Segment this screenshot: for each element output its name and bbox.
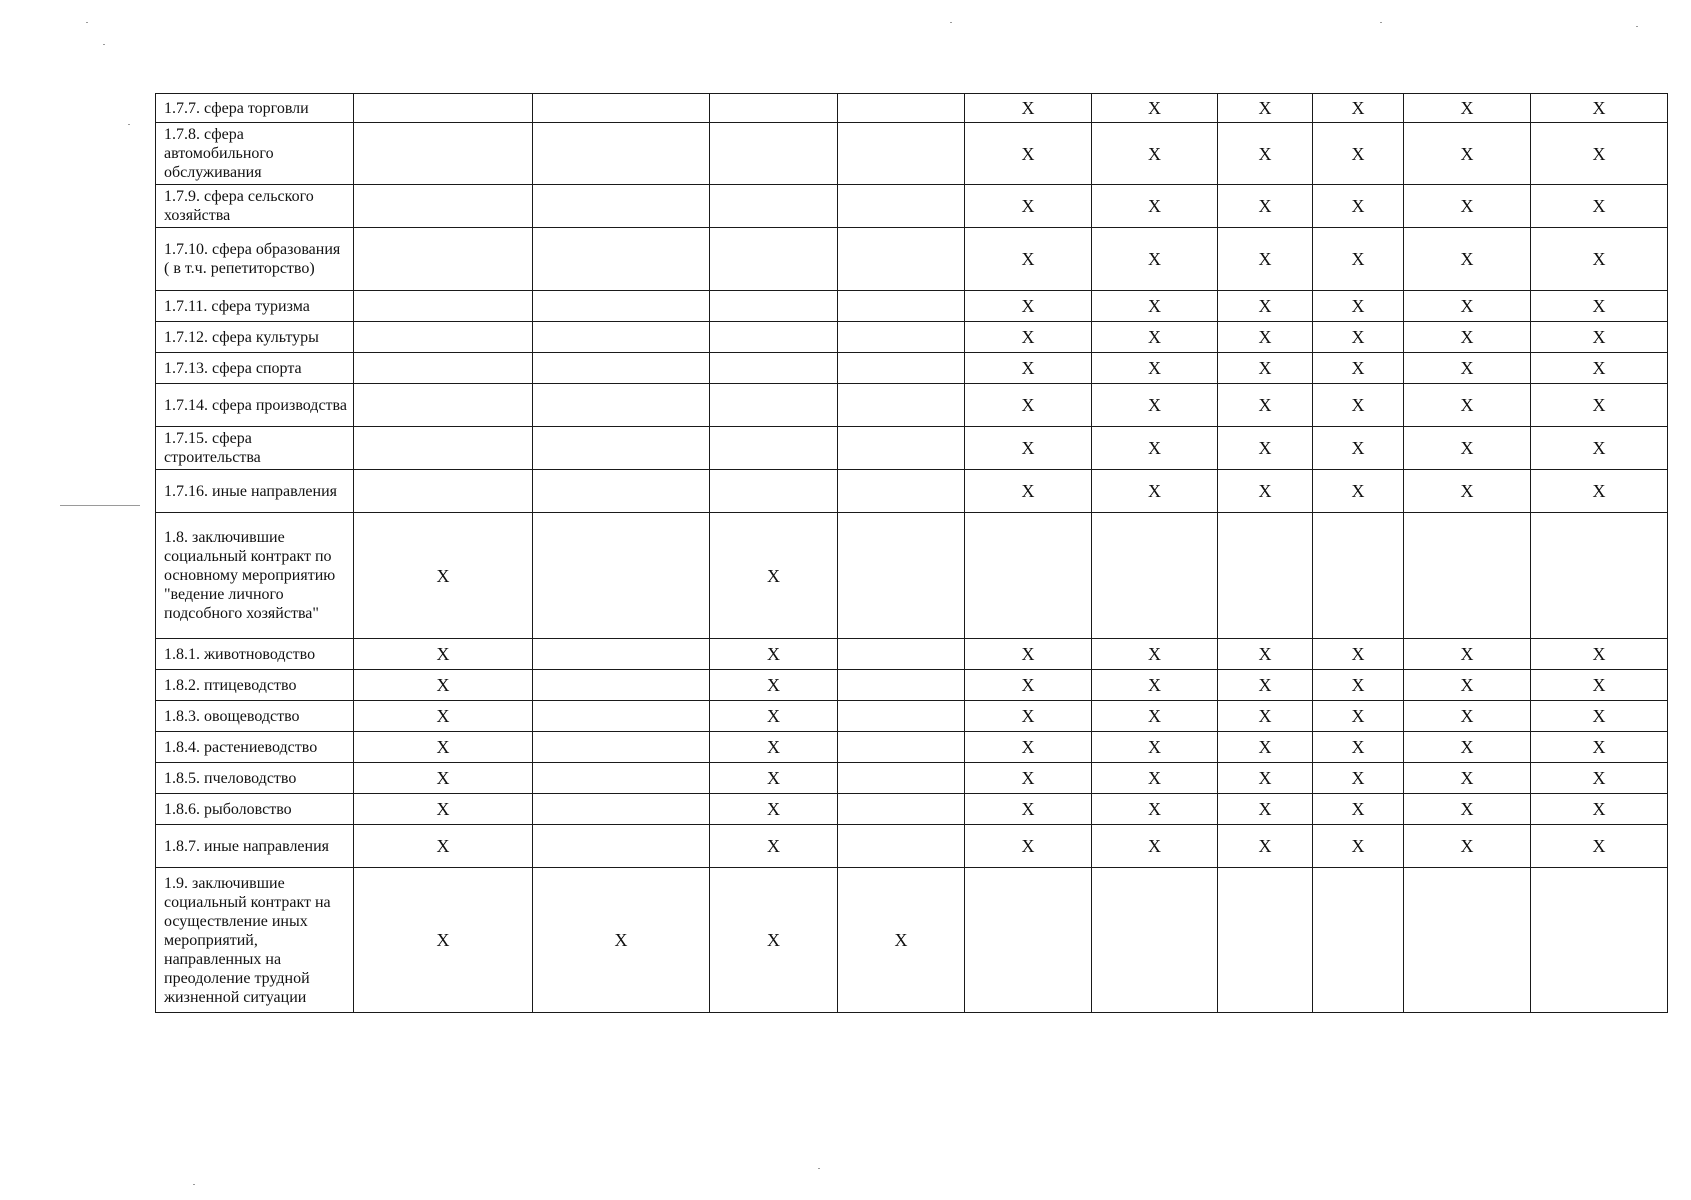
row-label: 1.8.4. растениеводство [156, 732, 354, 763]
scan-speck [193, 1184, 195, 1185]
table-cell: X [1092, 291, 1218, 322]
table-cell: X [1404, 291, 1531, 322]
table-cell: X [838, 868, 965, 1013]
scan-speck [103, 44, 105, 45]
table-cell: X [1531, 291, 1668, 322]
table-cell [838, 291, 965, 322]
scan-speck [1380, 22, 1382, 23]
table-row [156, 353, 1668, 384]
table-cell [838, 794, 965, 825]
table-cell: X [965, 825, 1092, 868]
table-cell: X [1092, 732, 1218, 763]
table-cell: X [354, 794, 533, 825]
table-cell: X [1218, 427, 1313, 470]
row-label: 1.7.12. сфера культуры [156, 322, 354, 353]
table-cell: X [1092, 825, 1218, 868]
table-cell: X [1531, 732, 1668, 763]
table-cell: X [1313, 353, 1404, 384]
table-cell: X [965, 701, 1092, 732]
table-cell [533, 513, 710, 639]
table-row [156, 825, 1668, 868]
table-cell: X [1218, 384, 1313, 427]
table-cell [710, 94, 838, 123]
table-cell: X [1531, 470, 1668, 513]
table-cell: X [1404, 94, 1531, 123]
table-cell: X [1092, 427, 1218, 470]
table-cell [533, 291, 710, 322]
table-cell [1313, 868, 1404, 1013]
table-cell: X [1092, 94, 1218, 123]
table-cell [710, 427, 838, 470]
table-cell [533, 185, 710, 228]
table-cell: X [1404, 639, 1531, 670]
table-cell [1218, 868, 1313, 1013]
row-label: 1.9. заключившие социальный контракт на осуществление иных мероприятий, направленных на преодоление трудной жизненной ситуации [156, 868, 354, 1013]
table-row [156, 868, 1668, 1013]
table-cell: X [533, 868, 710, 1013]
table-cell: X [1218, 470, 1313, 513]
table-cell: X [354, 732, 533, 763]
table-cell [838, 470, 965, 513]
table-cell: X [1218, 353, 1313, 384]
table-cell: X [1531, 322, 1668, 353]
table-row [156, 794, 1668, 825]
table-cell: X [1313, 228, 1404, 291]
row-label: 1.7.16. иные направления [156, 470, 354, 513]
scan-speck [1636, 26, 1638, 27]
table-cell: X [1313, 470, 1404, 513]
table-cell: X [1404, 123, 1531, 185]
table-cell [354, 291, 533, 322]
table-cell [838, 639, 965, 670]
table-cell: X [710, 794, 838, 825]
row-label: 1.8.5. пчеловодство [156, 763, 354, 794]
table-cell: X [965, 384, 1092, 427]
table-cell: X [1092, 353, 1218, 384]
table-cell: X [1404, 701, 1531, 732]
table-cell [354, 427, 533, 470]
table-cell: X [1313, 670, 1404, 701]
table-cell [838, 763, 965, 794]
table-cell: X [965, 470, 1092, 513]
row-label: 1.7.9. сфера сельского хозяйства [156, 185, 354, 228]
table-cell: X [1218, 322, 1313, 353]
table-cell: X [1313, 639, 1404, 670]
table-cell [354, 353, 533, 384]
table-cell [838, 228, 965, 291]
row-label: 1.8.1. животноводство [156, 639, 354, 670]
table-cell: X [1404, 353, 1531, 384]
table-cell [533, 427, 710, 470]
table-cell [533, 825, 710, 868]
indicator-table [155, 93, 1668, 1013]
table-cell: X [1531, 185, 1668, 228]
table-cell: X [965, 123, 1092, 185]
table-cell [1404, 513, 1531, 639]
table-cell: X [1531, 427, 1668, 470]
table-cell: X [1218, 94, 1313, 123]
table-cell [965, 513, 1092, 639]
table-cell: X [1313, 291, 1404, 322]
table-cell: X [1313, 185, 1404, 228]
row-label: 1.8.6. рыболовство [156, 794, 354, 825]
table-row [156, 322, 1668, 353]
table-cell [354, 228, 533, 291]
table-cell: X [354, 763, 533, 794]
table-cell: X [1531, 353, 1668, 384]
table-cell: X [965, 427, 1092, 470]
table-cell: X [1092, 670, 1218, 701]
table-cell [533, 228, 710, 291]
table-cell: X [1218, 670, 1313, 701]
scan-speck [86, 22, 88, 23]
table-cell [533, 384, 710, 427]
table-row [156, 732, 1668, 763]
table-cell [838, 670, 965, 701]
table-cell [1092, 868, 1218, 1013]
table-cell: X [1404, 185, 1531, 228]
table-cell: X [710, 732, 838, 763]
table-cell: X [1218, 732, 1313, 763]
table-cell [838, 701, 965, 732]
table-cell: X [1218, 123, 1313, 185]
table-cell: X [1092, 322, 1218, 353]
table-cell [1218, 513, 1313, 639]
table-cell: X [1092, 701, 1218, 732]
table-cell: X [1092, 470, 1218, 513]
row-label: 1.8.7. иные направления [156, 825, 354, 868]
table-cell [838, 353, 965, 384]
table-row [156, 291, 1668, 322]
table-cell: X [1092, 639, 1218, 670]
table-cell: X [1404, 384, 1531, 427]
table-cell: X [965, 794, 1092, 825]
table-cell [533, 470, 710, 513]
table-cell: X [354, 639, 533, 670]
table-row [156, 384, 1668, 427]
table-cell [533, 701, 710, 732]
table-cell [533, 763, 710, 794]
table-cell [838, 322, 965, 353]
row-label: 1.7.13. сфера спорта [156, 353, 354, 384]
table-cell: X [965, 353, 1092, 384]
table-cell: X [965, 322, 1092, 353]
table-cell: X [965, 639, 1092, 670]
table-cell [710, 228, 838, 291]
table-cell: X [1404, 470, 1531, 513]
table-cell: X [1218, 291, 1313, 322]
table-cell: X [1404, 228, 1531, 291]
table-cell: X [1531, 384, 1668, 427]
table-cell: X [1313, 732, 1404, 763]
table-cell [354, 94, 533, 123]
table-cell: X [1404, 427, 1531, 470]
row-label: 1.8.3. овощеводство [156, 701, 354, 732]
table-cell: X [1404, 763, 1531, 794]
table-cell [838, 427, 965, 470]
table-cell: X [1218, 639, 1313, 670]
table-cell [354, 322, 533, 353]
table-cell [710, 185, 838, 228]
table-cell: X [710, 868, 838, 1013]
table-cell [354, 384, 533, 427]
table-cell: X [1404, 322, 1531, 353]
scan-speck [60, 505, 140, 506]
table-cell [838, 732, 965, 763]
table-row [156, 513, 1668, 639]
table-cell: X [1404, 794, 1531, 825]
table-cell [838, 94, 965, 123]
table-row [156, 228, 1668, 291]
table-cell [838, 384, 965, 427]
table-cell [838, 123, 965, 185]
table-cell: X [1313, 825, 1404, 868]
table-cell [354, 185, 533, 228]
table-cell [710, 322, 838, 353]
table-cell [710, 353, 838, 384]
table-row [156, 427, 1668, 470]
table-cell: X [710, 825, 838, 868]
table-cell: X [710, 513, 838, 639]
table-cell: X [1531, 639, 1668, 670]
table-cell: X [1218, 825, 1313, 868]
table-cell [838, 185, 965, 228]
table-cell: X [1531, 94, 1668, 123]
table-cell: X [1092, 384, 1218, 427]
table-cell [838, 825, 965, 868]
table-cell [710, 123, 838, 185]
table-cell: X [354, 513, 533, 639]
row-label: 1.7.8. сфера автомобильного обслуживания [156, 123, 354, 185]
table-cell: X [1531, 701, 1668, 732]
table-cell: X [1218, 763, 1313, 794]
table-cell: X [710, 639, 838, 670]
table-cell: X [965, 732, 1092, 763]
table-cell: X [965, 94, 1092, 123]
row-label: 1.7.7. сфера торговли [156, 94, 354, 123]
table-cell: X [1531, 763, 1668, 794]
table-cell: X [1218, 185, 1313, 228]
table-cell: X [354, 868, 533, 1013]
table-cell [1531, 513, 1668, 639]
row-label: 1.7.15. сфера строительства [156, 427, 354, 470]
table-cell: X [1404, 825, 1531, 868]
table-cell: X [354, 825, 533, 868]
table-cell: X [710, 701, 838, 732]
table-row [156, 670, 1668, 701]
scan-speck [950, 22, 952, 23]
row-label: 1.7.11. сфера туризма [156, 291, 354, 322]
row-label: 1.8. заключившие социальный контракт по основному мероприятию "ведение личного подсобного хозяйства" [156, 513, 354, 639]
table-cell: X [965, 228, 1092, 291]
table-cell [533, 322, 710, 353]
table-cell: X [1531, 825, 1668, 868]
table-row [156, 123, 1668, 185]
table-cell: X [1092, 763, 1218, 794]
table-cell [1092, 513, 1218, 639]
table-row [156, 639, 1668, 670]
table-cell [354, 470, 533, 513]
table-cell [1313, 513, 1404, 639]
table-cell: X [1404, 670, 1531, 701]
table-body [156, 94, 1668, 1013]
table-cell: X [1313, 94, 1404, 123]
table-cell: X [965, 763, 1092, 794]
table-cell [1531, 868, 1668, 1013]
table-cell: X [1531, 670, 1668, 701]
table-cell [533, 94, 710, 123]
table-cell: X [1531, 228, 1668, 291]
table-row [156, 763, 1668, 794]
table-cell: X [1092, 228, 1218, 291]
scan-speck [128, 124, 130, 125]
table-cell [1404, 868, 1531, 1013]
table-cell: X [710, 763, 838, 794]
table-cell: X [1404, 732, 1531, 763]
table-row [156, 701, 1668, 732]
table-cell: X [1092, 185, 1218, 228]
table-cell: X [1531, 123, 1668, 185]
table-cell [533, 123, 710, 185]
table-cell [533, 794, 710, 825]
table-cell: X [965, 291, 1092, 322]
table-cell: X [1313, 763, 1404, 794]
table-cell [533, 670, 710, 701]
row-label: 1.8.2. птицеводство [156, 670, 354, 701]
table-cell: X [354, 701, 533, 732]
table-cell [710, 470, 838, 513]
table-cell: X [1313, 384, 1404, 427]
table-cell: X [1092, 794, 1218, 825]
table-cell: X [1313, 701, 1404, 732]
table-cell: X [1313, 794, 1404, 825]
table-cell: X [965, 185, 1092, 228]
table-cell [965, 868, 1092, 1013]
table-cell: X [1531, 794, 1668, 825]
table-cell: X [1092, 123, 1218, 185]
table-cell [710, 291, 838, 322]
table-cell: X [1313, 123, 1404, 185]
table-cell: X [1218, 228, 1313, 291]
table-cell: X [1218, 701, 1313, 732]
table-cell [533, 732, 710, 763]
table-cell [533, 639, 710, 670]
table-cell: X [354, 670, 533, 701]
table-cell [533, 353, 710, 384]
table-cell: X [1313, 427, 1404, 470]
table-cell [354, 123, 533, 185]
table-cell: X [1313, 322, 1404, 353]
table-cell: X [965, 670, 1092, 701]
row-label: 1.7.14. сфера производства [156, 384, 354, 427]
table-cell [838, 513, 965, 639]
table-row [156, 470, 1668, 513]
table-cell: X [710, 670, 838, 701]
table-row [156, 94, 1668, 123]
table-row [156, 185, 1668, 228]
table-cell: X [1218, 794, 1313, 825]
table-cell [710, 384, 838, 427]
scan-speck [818, 1168, 820, 1169]
row-label: 1.7.10. сфера образования ( в т.ч. репетиторство) [156, 228, 354, 291]
